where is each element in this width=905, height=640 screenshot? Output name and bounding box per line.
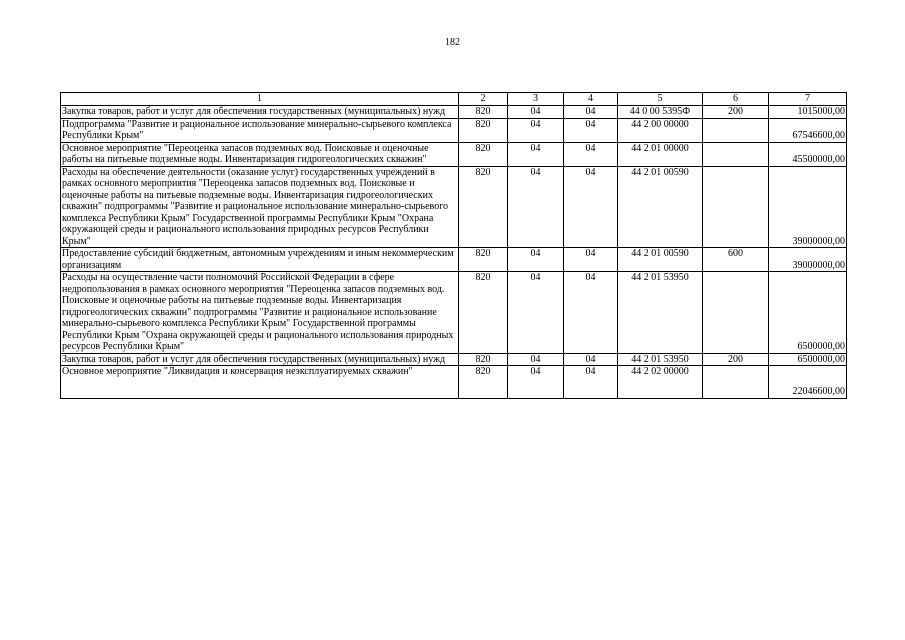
row-col-2: 820	[459, 272, 508, 354]
row-col-4: 04	[564, 353, 618, 366]
row-col-6: 600	[703, 248, 769, 272]
table-row	[61, 366, 847, 399]
row-amount: 67546600,00	[769, 118, 847, 142]
row-col-5: 44 2 00 00000	[618, 118, 703, 142]
table-header-row	[61, 93, 847, 106]
row-col-4: 04	[564, 142, 618, 166]
row-col-3: 04	[508, 272, 564, 354]
row-col-2: 820	[459, 166, 508, 248]
column-header-5: 5	[618, 93, 703, 106]
row-amount: 39000000,00	[769, 166, 847, 248]
page-number: 182	[445, 37, 460, 48]
row-col-5: 44 2 01 53950	[618, 353, 703, 366]
table-row	[61, 248, 847, 272]
row-col-2: 820	[459, 106, 508, 119]
row-name: Расходы на обеспечение деятельности (оказание услуг) государственных учреждений в рамках основного мероприятия "Переоценка запасов подземных вод. Поисковые и оценочные работы на питьевые подземные воды. Инвентаризация гидрогеологических скважин" подпрограммы "Развитие и рациональное использование минерально-сырьевого комплекса Республики Крым" Государственной программы Республики Крым "Охрана окружающей среды и рационального использования природных ресурсов Республики Крым"	[61, 166, 459, 248]
column-header-7: 7	[769, 93, 847, 106]
column-header-4: 4	[564, 93, 618, 106]
row-col-3: 04	[508, 166, 564, 248]
row-col-3: 04	[508, 366, 564, 399]
row-col-4: 04	[564, 106, 618, 119]
row-col-6: 200	[703, 106, 769, 119]
row-col-4: 04	[564, 118, 618, 142]
row-name: Предоставление субсидий бюджетным, автономным учреждениям и иным некоммерческим организациям	[61, 248, 459, 272]
row-col-3: 04	[508, 142, 564, 166]
row-name: Закупка товаров, работ и услуг для обеспечения государственных (муниципальных) нужд	[61, 106, 459, 119]
row-col-4: 04	[564, 248, 618, 272]
table-row	[61, 142, 847, 166]
row-col-6	[703, 366, 769, 399]
row-col-4: 04	[564, 272, 618, 354]
row-col-6	[703, 272, 769, 354]
row-name: Основное мероприятие "Ликвидация и консервация неэксплуатируемых скважин"	[61, 366, 459, 399]
row-col-3: 04	[508, 248, 564, 272]
row-amount: 45500000,00	[769, 142, 847, 166]
row-col-3: 04	[508, 106, 564, 119]
row-col-5: 44 2 01 00590	[618, 248, 703, 272]
table-row	[61, 106, 847, 119]
budget-table	[60, 92, 847, 399]
row-col-3: 04	[508, 118, 564, 142]
row-col-5: 44 2 01 53950	[618, 272, 703, 354]
row-col-2: 820	[459, 142, 508, 166]
table-row	[61, 272, 847, 354]
row-name: Расходы на осуществление части полномочий Российской Федерации в сфере недропользования в рамках основного мероприятия "Переоценка запасов подземных вод. Поисковые и оценочные работы на питьевые подземные воды. Инвентаризация гидрогеологических скважин" подпрограммы "Развитие и рациональное использование минерально-сырьевого комплекса Республики Крым" Государственной программы Республики Крым "Охрана окружающей среды и рационального использования природных ресурсов Республики Крым"	[61, 272, 459, 354]
row-name: Подпрограмма "Развитие и рациональное использование минерально-сырьевого комплекса Республики Крым"	[61, 118, 459, 142]
column-header-2: 2	[459, 93, 508, 106]
row-name: Закупка товаров, работ и услуг для обеспечения государственных (муниципальных) нужд	[61, 353, 459, 366]
row-col-4: 04	[564, 366, 618, 399]
row-col-4: 04	[564, 166, 618, 248]
row-col-2: 820	[459, 366, 508, 399]
row-col-5: 44 0 00 5395Ф	[618, 106, 703, 119]
row-name: Основное мероприятие "Переоценка запасов подземных вод. Поисковые и оценочные работы на питьевые подземные воды. Инвентаризация гидрогеологических скважин"	[61, 142, 459, 166]
row-col-2: 820	[459, 353, 508, 366]
row-col-6	[703, 118, 769, 142]
table-row	[61, 118, 847, 142]
row-amount: 39000000,00	[769, 248, 847, 272]
table-row	[61, 353, 847, 366]
row-amount: 6500000,00	[769, 272, 847, 354]
row-col-5: 44 2 01 00590	[618, 166, 703, 248]
row-col-6: 200	[703, 353, 769, 366]
row-col-3: 04	[508, 353, 564, 366]
row-col-2: 820	[459, 248, 508, 272]
row-amount: 22046600,00	[769, 366, 847, 399]
row-col-5: 44 2 01 00000	[618, 142, 703, 166]
column-header-1: 1	[61, 93, 459, 106]
table-row	[61, 166, 847, 248]
row-col-6	[703, 142, 769, 166]
column-header-3: 3	[508, 93, 564, 106]
row-col-2: 820	[459, 118, 508, 142]
row-col-6	[703, 166, 769, 248]
row-amount: 1015000,00	[769, 106, 847, 119]
column-header-6: 6	[703, 93, 769, 106]
row-col-5: 44 2 02 00000	[618, 366, 703, 399]
row-amount: 6500000,00	[769, 353, 847, 366]
